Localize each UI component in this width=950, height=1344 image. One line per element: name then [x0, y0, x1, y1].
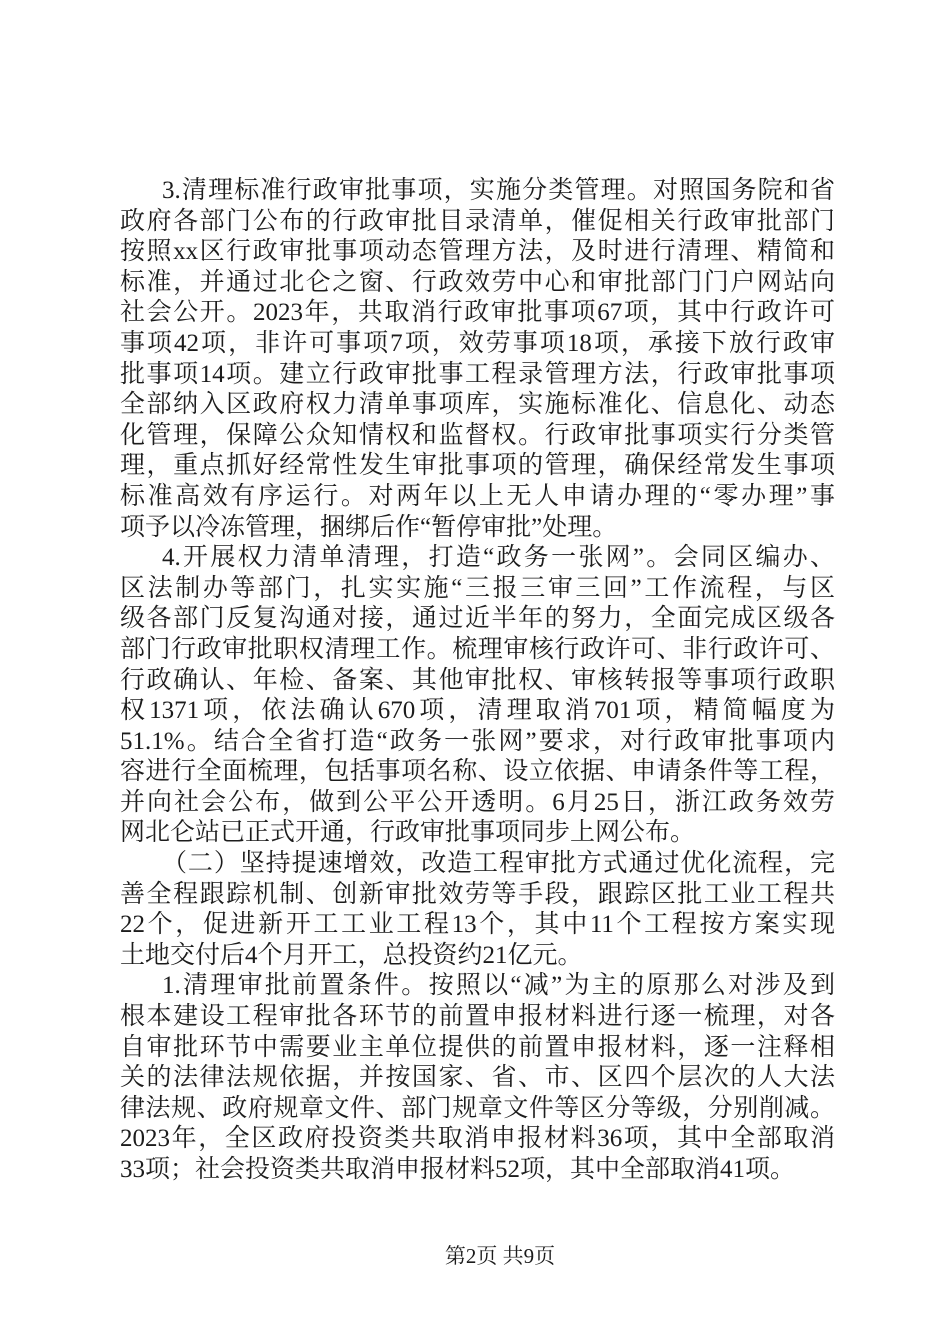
text-line: 理，重点抓好经常性发生审批事项的管理，确保经常发生事项 [120, 452, 835, 480]
text-line: 容进行全面梳理，包括事项名称、设立依据、申请条件等工程， [120, 758, 835, 786]
text-line: 按照xx区行政审批事项动态管理方法，及时进行清理、精简和 [120, 238, 835, 266]
text-line: 3.清理标准行政审批事项，实施分类管理。对照国务院和省 [162, 177, 835, 204]
text-line: 权1371项，依法确认670项，清理取消701项，精简幅度为 [120, 697, 835, 725]
text-line: （二）坚持提速增效，改造工程审批方式通过优化流程，完 [162, 850, 835, 878]
text-line: 区法制办等部门，扎实实施“三报三审三回”工作流程，与区 [120, 574, 835, 602]
text-line: 标准，并通过北仑之窗、行政效劳中心和审批部门门户网站向 [120, 268, 835, 296]
paragraph [120, 543, 835, 849]
text-line: 1.清理审批前置条件。按照以“减”为主的原那么对涉及到 [162, 972, 835, 1000]
text-line: 4.开展权力清单清理，打造“政务一张网”。会同区编办、 [162, 544, 835, 572]
text-line: 关的法律法规依据，并按国家、省、市、区四个层次的人大法 [120, 1064, 835, 1092]
paragraph [120, 176, 835, 543]
text-line: 级各部门反复沟通对接，通过近半年的努力，全面完成区级各 [120, 605, 835, 633]
text-line: 全部纳入区政府权力清单事项库，实施标准化、信息化、动态 [120, 391, 835, 419]
text-line: 项予以冷冻管理，捆绑后作“暂停审批”处理。 [120, 513, 618, 541]
text-line: 行政确认、年检、备案、其他审批权、审核转报等事项行政职 [120, 666, 835, 694]
text-line: 社会公开。2023年，共取消行政审批事项67项，其中行政许可 [120, 299, 835, 327]
document-body [120, 176, 835, 1186]
text-line: 批事项14项。建立行政审批事工程录管理方法，行政审批事项 [120, 360, 835, 388]
text-line: 事项42项，非许可事项7项，效劳事项18项，承接下放行政审 [120, 329, 835, 357]
text-line: 善全程跟踪机制、创新审批效劳等手段，跟踪区批工业工程共 [120, 880, 835, 908]
text-line: 并向社会公布，做到公平公开透明。6月25日，浙江政务效劳 [120, 788, 835, 816]
paragraph [120, 971, 835, 1185]
text-line: 化管理，保障公众知情权和监督权。行政审批事项实行分类管 [120, 421, 835, 449]
text-line: 51.1%。结合全省打造“政务一张网”要求，对行政审批事项内 [120, 727, 835, 755]
text-line: 自审批环节中需要业主单位提供的前置申报材料，逐一注释相 [120, 1033, 835, 1061]
text-line: 政府各部门公布的行政审批目录清单，催促相关行政审批部门 [120, 207, 835, 235]
text-line: 部门行政审批职权清理工作。梳理审核行政许可、非行政许可、 [120, 635, 835, 663]
page-footer [120, 1243, 880, 1269]
text-line: 33项；社会投资类共取消申报材料52项，其中全部取消41项。 [120, 1156, 796, 1183]
text-line: 土地交付后4个月开工，总投资约21亿元。 [120, 941, 583, 969]
text-line: 2023年，全区政府投资类共取消申报材料36项，其中全部取消 [120, 1125, 835, 1153]
page-number: 第2页 共9页 [444, 1244, 556, 1268]
paragraph [120, 849, 835, 971]
text-line: 标准高效有序运行。对两年以上无人申请办理的“零办理”事 [120, 482, 835, 510]
text-line: 根本建设工程审批各环节的前置申报材料进行逐一梳理，对各 [120, 1003, 835, 1031]
text-line: 网北仑站已正式开通，行政审批事项同步上网公布。 [120, 819, 696, 847]
text-line: 律法规、政府规章文件、部门规章文件等区分等级，分别削减。 [120, 1094, 835, 1122]
text-line: 22个，促进新开工工业工程13个，其中11个工程按方案实现 [120, 911, 835, 939]
